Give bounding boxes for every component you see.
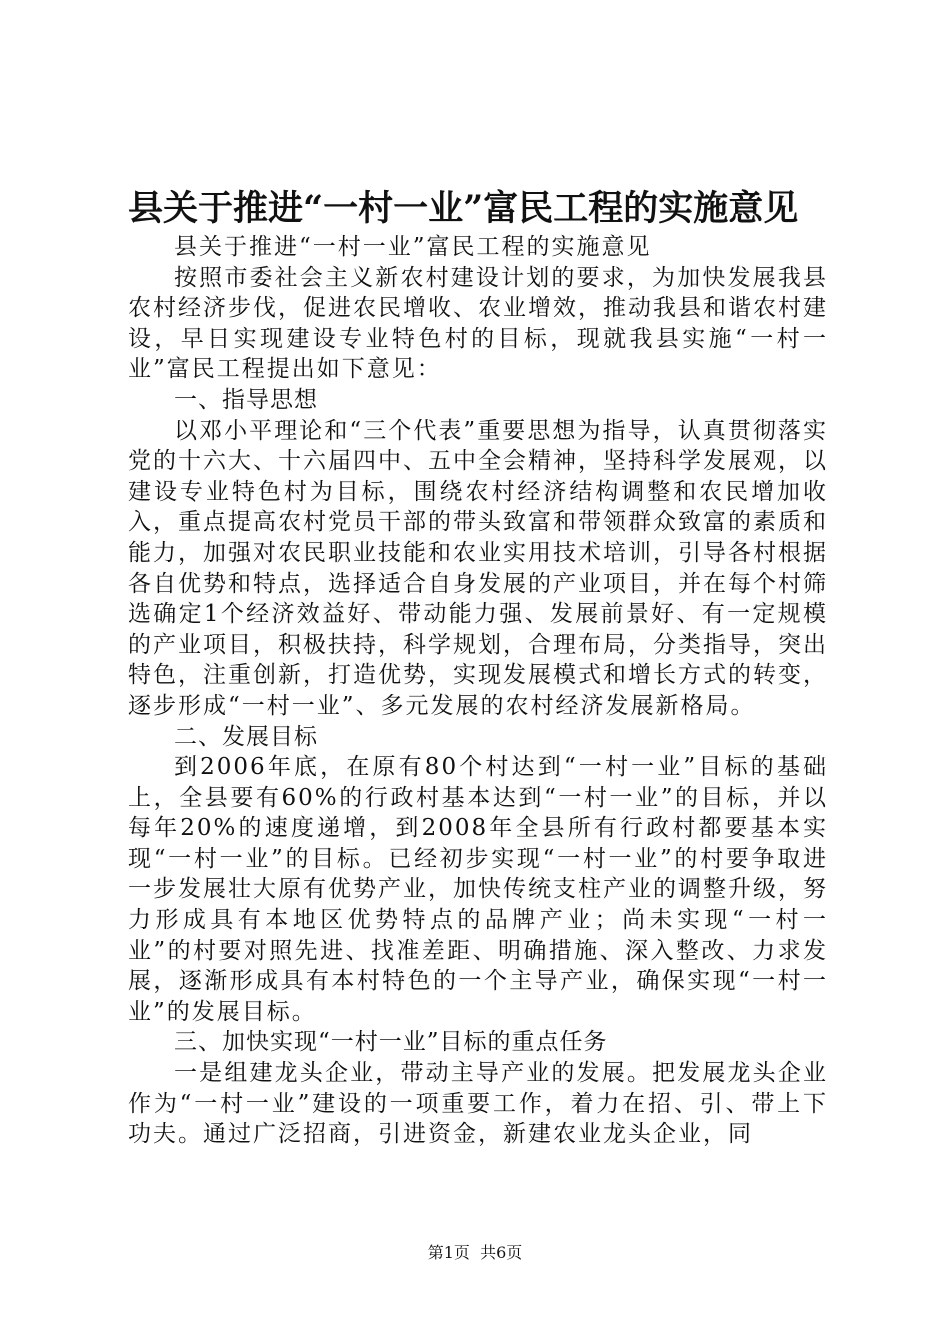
section-heading-key-tasks: 三、加快实现“一村一业”目标的重点任务: [174, 1029, 608, 1056]
footer-separator: [470, 1243, 480, 1262]
paragraph-guiding-ideology: 以邓小平理论和“三个代表”重要思想为指导，认真贯彻落实党的十六大、十六届四中、五中全会精神，坚持科学发展观，以建设专业特色村为目标，围绕农村经济结构调整和农民增加收入，重点提高农村党员干部的带头致富和带领群众致富的素质和能力，加强对农民职业技能和农业实用技术培训，引导各村根据各自优势和特点，选择适合自身发展的产业项目，并在每个村筛选确定1个经济效益好、带动能力强、发展前景好、有一定规模的产业项目，积极扶持，科学规划，合理布局，分类指导，突出特色，注重创新，打造优势，实现发展模式和增长方式的转变，逐步形成“一村一业”、多元发展的农村经济发展新格局。: [128, 417, 828, 719]
page-total: 共6页: [480, 1243, 523, 1262]
page-number: 第1页: [427, 1243, 470, 1262]
page-footer: [0, 1243, 950, 1263]
paragraph-subtitle: 县关于推进“一村一业”富民工程的实施意见: [174, 234, 652, 260]
section-heading-development-goals: 二、发展目标: [174, 723, 318, 750]
section-heading-guiding-ideology: 一、指导思想: [174, 386, 318, 413]
paragraph-intro: 按照市委社会主义新农村建设计划的要求，为加快发展我县农村经济步伐，促进农民增收、农业增效，推动我县和谐农村建设，早日实现建设专业特色村的目标，现就我县实施“一村一业”富民工程提出如下意见：: [128, 264, 828, 383]
document-title: 县关于推进“一村一业”富民工程的实施意见: [128, 188, 799, 229]
paragraph-key-tasks: 一是组建龙头企业，带动主导产业的发展。把发展龙头企业作为“一村一业”建设的一项重要工作，着力在招、引、带上下功夫。通过广泛招商，引进资金，新建农业龙头企业，同: [128, 1060, 828, 1148]
paragraph-development-goals: 到2006年底，在原有80个村达到“一村一业”目标的基础上，全县要有60%的行政村基本达到“一村一业”的目标，并以每年20%的速度递增，到2008年全县所有行政村都要基本实现“一村一业”的目标。已经初步实现“一村一业”的村要争取进一步发展壮大原有优势产业，加快传统支柱产业的调整升级，努力形成具有本地区优势特点的品牌产业；尚未实现“一村一业”的村要对照先进、找准差距、明确措施、深入整改、力求发展，逐渐形成具有本村特色的一个主导产业，确保实现“一村一业”的发展目标。: [128, 754, 828, 1025]
document-body: [128, 232, 828, 1150]
